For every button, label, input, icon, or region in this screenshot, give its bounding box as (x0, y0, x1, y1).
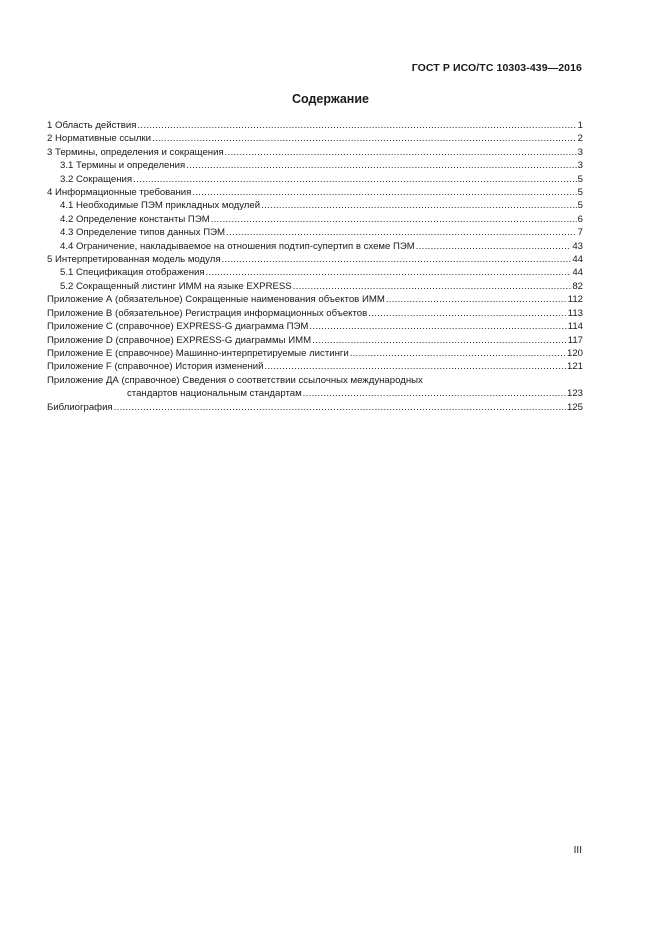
toc-entry-label: 4.4 Ограничение, накладываемое на отношения подтип-супертип в схеме ПЭМ (60, 240, 415, 252)
toc-entry-page: 120 (566, 347, 583, 359)
dot-leader (312, 334, 567, 347)
toc-entry[interactable] (47, 320, 583, 333)
dot-leader (386, 293, 567, 306)
dot-leader (152, 132, 577, 145)
toc-entry[interactable] (47, 119, 583, 132)
dot-leader (226, 226, 577, 239)
toc-entry-label: Приложение С (справочное) EXPRESS-G диаграмма ПЭМ (47, 321, 309, 333)
dot-leader (186, 159, 576, 172)
page-number: III (573, 845, 582, 856)
dot-leader (192, 186, 576, 199)
toc-entry[interactable] (47, 347, 583, 360)
toc-entry-bibliography[interactable] (47, 401, 583, 414)
toc-entry-label: Приложение ДА (справочное) Сведения о соответствии ссылочных международных (47, 374, 423, 386)
toc-entry-label: 5.1 Спецификация отображения (60, 267, 205, 279)
toc-entry-label: 5 Интерпретированная модель модуля (47, 254, 221, 266)
toc-entry-page: 5 (577, 187, 583, 199)
toc-entry-label: 4.3 Определение типов данных ПЭМ (60, 227, 226, 239)
dot-leader (293, 280, 572, 293)
dot-leader (222, 253, 572, 266)
toc-entry-label: 1 Область действия (47, 120, 137, 131)
toc-entry[interactable] (47, 240, 583, 253)
toc-entry-page: 44 (572, 267, 583, 279)
toc-entry[interactable] (47, 334, 583, 347)
toc-entry-page: 3 (577, 146, 583, 158)
toc-entry-label: 3.1 Термины и определения (60, 160, 186, 172)
toc-entry-label: Приложение В (обязательное) Регистрация информационных объектов (47, 307, 368, 319)
toc-entry-page: 112 (567, 294, 583, 306)
toc-entry-page: 82 (572, 280, 583, 292)
dot-leader (211, 213, 577, 226)
dot-leader (225, 146, 577, 159)
toc-entry-page: 114 (567, 321, 583, 333)
toc-entry-label: 3.2 Сокращения (60, 173, 133, 185)
toc-entry-annex-da[interactable] (47, 374, 583, 401)
toc-entry[interactable] (47, 159, 583, 172)
toc-entry-page: 43 (572, 240, 583, 252)
table-of-contents (47, 119, 583, 414)
toc-entry-page: 121 (566, 361, 583, 373)
dot-leader (309, 320, 566, 333)
toc-entry-label: 4.1 Необходимые ПЭМ прикладных модулей (60, 200, 261, 212)
page-title: Содержание (291, 92, 369, 106)
toc-entry[interactable] (47, 266, 583, 279)
toc-entry-label: Приложение А (обязательное) Сокращенные наименования объектов ИММ (47, 294, 385, 306)
toc-entry-label: 2 Нормативные ссылки (47, 133, 152, 145)
toc-entry[interactable] (47, 173, 583, 186)
toc-entry-label: Приложение F (справочное) История изменений (47, 361, 264, 373)
dot-leader (133, 173, 577, 186)
toc-entry-label: 3 Термины, определения и сокращения (47, 146, 224, 158)
toc-entry[interactable] (47, 307, 583, 320)
toc-entry-page: 44 (572, 254, 583, 266)
toc-entry-page: 113 (567, 307, 583, 319)
toc-entry[interactable] (47, 280, 583, 293)
toc-entry[interactable] (47, 226, 583, 239)
toc-entry-label: 5.2 Сокращенный листинг ИММ на языке EXPRESS (60, 280, 292, 292)
dot-leader (303, 387, 566, 400)
toc-entry-page: 125 (566, 401, 583, 413)
toc-entry-label: Приложение Е (справочное) Машинно-интерпретируемые листинги (47, 347, 349, 359)
toc-entry[interactable] (47, 146, 583, 159)
dot-leader (261, 199, 577, 212)
toc-entry-label: 4 Информационные требования (47, 187, 192, 199)
dot-leader (416, 240, 572, 253)
toc-entry-page: 5 (577, 200, 583, 212)
toc-entry-page: 2 (577, 133, 583, 145)
toc-entry-page: 7 (577, 227, 583, 239)
toc-entry-page: 3 (577, 160, 583, 172)
toc-entry-label: Приложение D (справочное) EXPRESS-G диаграммы ИММ (47, 334, 312, 346)
dot-leader (114, 401, 566, 414)
dot-leader (137, 119, 576, 132)
toc-entry[interactable] (47, 132, 583, 145)
toc-entry-label: Библиография (47, 401, 113, 413)
toc-entry-page: 5 (577, 173, 583, 185)
dot-leader (206, 266, 572, 279)
toc-entry-label: стандартов национальным стандартам (127, 388, 302, 400)
dot-leader (350, 347, 566, 360)
toc-entry[interactable] (47, 199, 583, 212)
toc-entry-page: 117 (567, 334, 583, 346)
toc-entry-page: 6 (577, 213, 583, 225)
toc-entry-label: 4.2 Определение константы ПЭМ (60, 213, 210, 225)
toc-entry[interactable] (47, 293, 583, 306)
dot-leader (264, 360, 566, 373)
toc-entry-page: 1 (577, 120, 583, 131)
toc-entry[interactable] (47, 186, 583, 199)
toc-entry[interactable] (47, 360, 583, 373)
toc-entry[interactable] (47, 253, 583, 266)
document-code: ГОСТ Р ИСО/ТС 10303-439—2016 (411, 62, 582, 74)
toc-entry[interactable] (47, 213, 583, 226)
dot-leader (368, 307, 567, 320)
toc-entry-page: 123 (566, 388, 583, 400)
